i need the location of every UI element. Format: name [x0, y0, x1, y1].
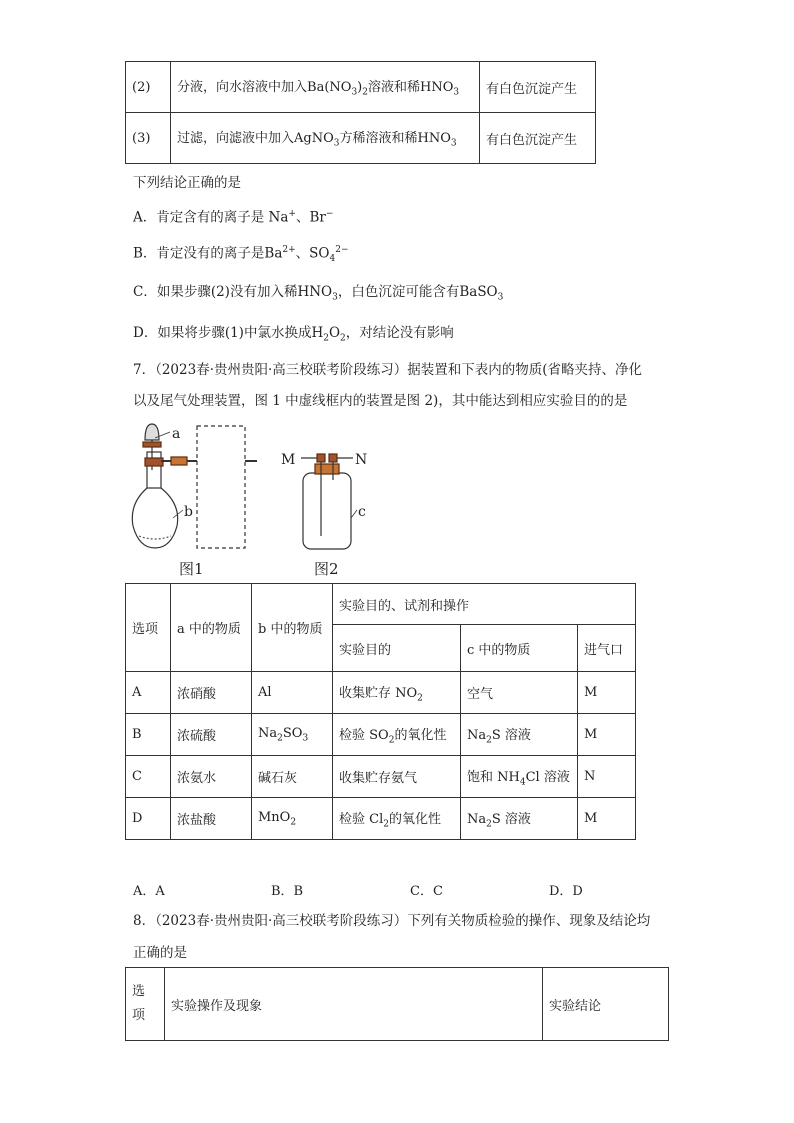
cell-text: Cl 溶液: [525, 769, 570, 785]
cell-option: A: [126, 672, 171, 714]
choice-c: C．C: [410, 884, 443, 899]
subscript: 2: [362, 87, 368, 98]
option-text: B．肯定没有的离子是Ba: [133, 245, 283, 262]
operation-text: 方稀溶液和稀HNO: [339, 131, 451, 147]
operation-cell: [171, 62, 480, 113]
leader-line-c: [351, 510, 357, 518]
cell-a: 浓硫酸: [171, 714, 252, 756]
cell-a: 浓盐酸: [171, 798, 252, 840]
cell-purpose: [333, 714, 461, 756]
formula: Ba(NO: [307, 80, 352, 96]
cell-a: 浓硝酸: [171, 672, 252, 714]
choice-d: D．D: [549, 884, 583, 899]
funnel-stopcock: [143, 442, 161, 447]
operation-text: 过滤，向滤液中加入: [177, 131, 295, 147]
option-d: [133, 324, 454, 348]
subscript: 3: [351, 87, 358, 98]
superscript: −: [325, 209, 334, 219]
label-n: N: [355, 452, 368, 468]
table-row: [126, 714, 636, 756]
subscript: 2: [323, 333, 329, 344]
tube-connector: [171, 457, 187, 465]
connector-n: [329, 454, 337, 462]
top-table: [125, 61, 596, 164]
table-row: [126, 756, 636, 798]
figure-1: [132, 424, 257, 548]
table-header-row: [126, 584, 636, 625]
question-8-line1: 8．（2023春·贵州贵阳·高三校联考阶段练习）下列有关物质检验的操作、现象及结论均: [133, 913, 651, 929]
option-text: A．肯定含有的离子是 Na: [133, 209, 289, 226]
subscript: 2: [340, 333, 346, 344]
cell-text: Na: [258, 725, 278, 741]
cell-text: 检验 SO: [339, 727, 389, 743]
subscript: 2: [277, 733, 283, 744]
subscript: 3: [450, 138, 457, 149]
cell-text: Na: [467, 811, 487, 827]
header-text: 选: [132, 984, 146, 999]
option-c: [133, 283, 503, 307]
cell-text: S 溶液: [491, 811, 531, 827]
question-8-table: [125, 967, 669, 1041]
question-7-line1: 7．（2023春·贵州贵阳·高三校联考阶段练习）据装置和下表内的物质(省略夹持、净化: [133, 362, 643, 378]
subscript: 3: [497, 292, 504, 303]
question-8-line2: 正确的是: [133, 945, 187, 961]
cell-c: 空气: [461, 672, 578, 714]
header-a: a 中的物质: [171, 584, 252, 672]
result-cell: 有白色沉淀产生: [480, 62, 596, 113]
subscript: 3: [453, 87, 460, 98]
solid-reagent: [139, 536, 171, 539]
subscript: 4: [519, 777, 526, 788]
option-text: O: [328, 325, 341, 341]
cell-text: 检验 Cl: [339, 811, 384, 827]
cell-text: 饱和 NH: [467, 769, 520, 785]
subscript: 2: [486, 735, 492, 746]
cell-b: [252, 798, 333, 840]
cell-inlet: M: [578, 672, 636, 714]
table-header-row: [126, 968, 669, 1041]
operation-text: 溶液和稀HNO: [367, 80, 454, 96]
cell-text: SO: [282, 725, 303, 741]
superscript: 2+: [282, 245, 296, 255]
option-text: ，对结论没有影响: [345, 325, 454, 341]
label-m: M: [281, 452, 296, 468]
cell-purpose: [333, 672, 461, 714]
cell-option: C: [126, 756, 171, 798]
label-a: a: [172, 426, 181, 442]
cell-text: 的氧化性: [388, 811, 441, 827]
header-option: [126, 968, 165, 1041]
header-option: 选项: [126, 584, 171, 672]
subscript: 2: [417, 693, 423, 704]
figure-1-caption: 图1: [179, 560, 204, 578]
cell-text: S 溶液: [491, 727, 531, 743]
superscript: 2−: [335, 245, 349, 255]
table-row: [126, 113, 596, 164]
connector-m: [317, 454, 325, 462]
figure-2: [301, 454, 357, 549]
cell-inlet: M: [578, 798, 636, 840]
cell-b: 碱石灰: [252, 756, 333, 798]
subscript: 3: [333, 138, 340, 149]
operation-text: 分液，向水溶液中加入: [177, 80, 308, 96]
subscript: 2: [383, 819, 389, 830]
cell-option: D: [126, 798, 171, 840]
option-text: D．如果将步骤(1)中氯水换成H: [133, 325, 324, 341]
operation-cell: [171, 113, 480, 164]
cell-c: [461, 756, 578, 798]
subscript: 3: [302, 733, 309, 744]
step-cell: (3): [126, 113, 171, 164]
stopper: [145, 458, 163, 466]
dashed-box: [197, 426, 245, 548]
cell-b: [252, 714, 333, 756]
cell-c: [461, 714, 578, 756]
result-cell: 有白色沉淀产生: [480, 113, 596, 164]
header-text: 项: [132, 1008, 146, 1023]
flask-neck: [147, 452, 161, 488]
table-row: [126, 62, 596, 113]
option-text: 、Br: [295, 209, 326, 226]
step-cell: (2): [126, 62, 171, 113]
header-inlet: 进气口: [578, 625, 636, 672]
header-group: 实验目的、试剂和操作: [333, 584, 636, 625]
cell-text: 的氧化性: [394, 727, 447, 743]
choice-a: A．A: [133, 884, 165, 899]
cell-text: Na: [467, 727, 487, 743]
formula: AgNO: [294, 131, 334, 147]
question-7-table: [125, 583, 636, 840]
cell-c: [461, 798, 578, 840]
option-b: [133, 241, 349, 268]
apparatus-figure: [125, 418, 385, 583]
subscript: 4: [329, 254, 336, 265]
cell-purpose: 收集贮存氨气: [333, 756, 461, 798]
cell-text: 收集贮存 NO: [339, 685, 418, 701]
cell-inlet: N: [578, 756, 636, 798]
cell-purpose: [333, 798, 461, 840]
option-text: 、SO: [295, 245, 330, 262]
cell-a: 浓氨水: [171, 756, 252, 798]
header-conclusion: 实验结论: [543, 968, 669, 1041]
header-c: c 中的物质: [461, 625, 578, 672]
cell-inlet: M: [578, 714, 636, 756]
figure-2-caption: 图2: [314, 560, 339, 578]
subscript: 3: [332, 292, 338, 303]
subscript: 2: [290, 817, 297, 828]
question-stem: 下列结论正确的是: [133, 175, 241, 191]
cell-text: MnO: [258, 809, 291, 825]
subscript: 2: [486, 819, 492, 830]
option-text: ，白色沉淀可能含有BaSO: [337, 284, 498, 300]
option-text: C．如果步骤(2)没有加入稀HNO: [133, 284, 333, 300]
gas-bottle: [303, 473, 351, 549]
label-c: c: [358, 504, 366, 520]
subscript: 2: [388, 735, 395, 746]
label-b: b: [184, 504, 193, 520]
superscript: +: [288, 209, 296, 219]
cell-b: Al: [252, 672, 333, 714]
table-row: [126, 672, 636, 714]
choice-b: B．B: [271, 884, 304, 899]
question-7-line2: 以及尾气处理装置，图 1 中虚线框内的装置是图 2)，其中能达到相应实验目的的是: [133, 393, 628, 409]
header-purpose: 实验目的: [333, 625, 461, 672]
bottle-stopper: [315, 464, 339, 474]
formula: ): [357, 80, 363, 96]
header-operation: 实验操作及现象: [165, 968, 543, 1041]
cell-option: B: [126, 714, 171, 756]
header-b: b 中的物质: [252, 584, 333, 672]
option-a: [133, 205, 333, 227]
table-row: [126, 798, 636, 840]
